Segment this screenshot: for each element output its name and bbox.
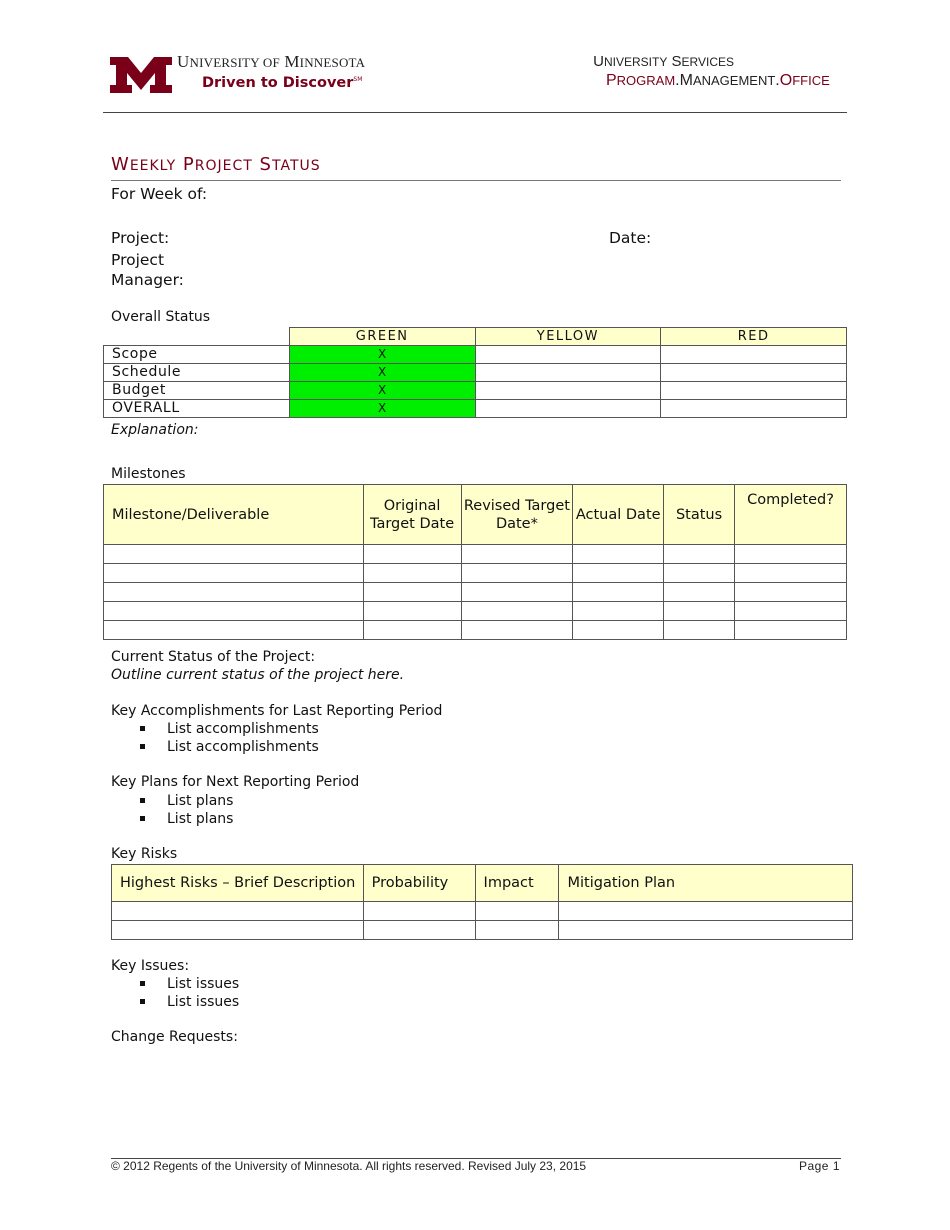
table-cell[interactable] [573,545,664,564]
risks-table [111,864,853,940]
ms-header-original-date: Original Target Date [363,485,461,545]
status-corner-cell [104,328,290,346]
table-cell[interactable] [461,545,573,564]
list-item[interactable]: List plans [111,792,233,810]
status-cell-green[interactable]: X [289,346,475,364]
risks-label: Key Risks [111,846,178,862]
risk-header-impact: Impact [475,865,559,902]
status-cell-green[interactable]: X [289,364,475,382]
table-cell[interactable] [664,545,735,564]
status-header-red: RED [661,328,847,346]
status-row-overall [104,400,847,418]
footer-copyright: © 2012 Regents of the University of Minnesota. All rights reserved. Revised July 23, 2015 [111,1159,587,1173]
project-manager-label-2: Manager: [111,271,184,289]
table-cell[interactable] [104,621,364,640]
status-cell-yellow[interactable] [475,346,661,364]
table-cell[interactable] [664,583,735,602]
issues-label: Key Issues: [111,958,190,974]
table-cell[interactable] [363,602,461,621]
table-cell[interactable] [461,583,573,602]
ms-header-status: Status [664,485,735,545]
issues-list [111,975,239,1011]
table-cell[interactable] [363,545,461,564]
table-cell[interactable] [559,902,853,921]
status-cell-green[interactable]: X [289,400,475,418]
office-management: MANAGEMENT [679,72,776,89]
table-cell[interactable] [573,564,664,583]
table-cell[interactable] [559,921,853,940]
table-cell[interactable] [664,602,735,621]
current-status-label: Current Status of the Project: [111,649,316,665]
overall-status-label: Overall Status [111,309,211,325]
table-row [112,902,853,921]
table-row [104,583,847,602]
status-row-label: Scope [104,346,290,364]
header-divider [103,112,847,113]
accomplishments-label: Key Accomplishments for Last Reporting Period [111,703,443,719]
plans-list [111,792,233,828]
list-item[interactable]: List plans [111,810,233,828]
table-cell[interactable] [363,621,461,640]
status-row-scope [104,346,847,364]
project-label: Project: [111,229,170,247]
accomplishments-list [111,720,319,756]
status-cell-yellow[interactable] [475,400,661,418]
project-manager-label-1: Project [111,251,165,269]
table-row [104,545,847,564]
table-cell[interactable] [104,602,364,621]
ms-header-completed: Completed? [735,485,847,545]
risk-header-mitigation: Mitigation Plan [559,865,853,902]
table-cell[interactable] [735,564,847,583]
status-header-row [104,328,847,346]
status-cell-red[interactable] [661,346,847,364]
table-cell[interactable] [112,902,364,921]
table-cell[interactable] [735,545,847,564]
table-row [112,921,853,940]
document-title: WEEKLY PROJECT STATUS [111,154,321,175]
table-cell[interactable] [363,583,461,602]
status-cell-yellow[interactable] [475,382,661,400]
table-cell[interactable] [104,545,364,564]
tagline-text: Driven to Discover [202,75,354,91]
milestones-header-row [104,485,847,545]
risks-header-row [112,865,853,902]
table-cell[interactable] [475,902,559,921]
list-item[interactable]: List accomplishments [111,720,319,738]
risk-header-description: Highest Risks – Brief Description [112,865,364,902]
status-cell-yellow[interactable] [475,364,661,382]
table-cell[interactable] [461,621,573,640]
status-cell-red[interactable] [661,364,847,382]
ms-header-revised-date: Revised Target Date* [461,485,573,545]
table-cell[interactable] [104,583,364,602]
change-requests-label: Change Requests: [111,1029,238,1045]
table-cell[interactable] [104,564,364,583]
table-cell[interactable] [363,921,475,940]
table-cell[interactable] [363,564,461,583]
milestones-table [103,484,847,640]
table-cell[interactable] [735,583,847,602]
table-cell[interactable] [112,921,364,940]
list-item[interactable]: List issues [111,993,239,1011]
explanation-label: Explanation: [111,422,199,438]
date-label: Date: [609,229,652,247]
status-row-label: Schedule [104,364,290,382]
week-of-label: For Week of: [111,185,208,203]
table-row [104,602,847,621]
table-cell[interactable] [735,621,847,640]
table-cell[interactable] [573,602,664,621]
title-divider [111,180,841,181]
table-cell[interactable] [461,602,573,621]
list-item[interactable]: List issues [111,975,239,993]
status-cell-red[interactable] [661,382,847,400]
status-header-yellow: YELLOW [475,328,661,346]
overall-status-table [103,327,847,418]
status-row-label: OVERALL [104,400,290,418]
current-status-text[interactable]: Outline current status of the project here. [111,667,405,683]
service-mark: SM [353,76,363,84]
page-number: Page 1 [798,1159,840,1173]
table-cell[interactable] [461,564,573,583]
table-cell[interactable] [573,583,664,602]
status-row-label: Budget [104,382,290,400]
table-row [104,621,847,640]
table-cell[interactable] [664,621,735,640]
table-cell[interactable] [475,921,559,940]
ms-header-deliverable: Milestone/Deliverable [104,485,364,545]
plans-label: Key Plans for Next Reporting Period [111,774,360,790]
office-line2: PROGRAM.MANAGEMENT.OFFICE [606,72,830,89]
office-program: PROGRAM [606,72,676,89]
status-cell-green[interactable]: X [289,382,475,400]
table-cell[interactable] [735,602,847,621]
tagline [202,75,362,91]
office-office: OFFICE [779,72,830,89]
status-row-budget [104,382,847,400]
risk-header-probability: Probability [363,865,475,902]
table-row [104,564,847,583]
university-m-logo [110,57,172,93]
ms-header-actual-date: Actual Date [573,485,664,545]
list-item[interactable]: List accomplishments [111,738,319,756]
university-name: UNIVERSITY OF MINNESOTA [177,52,366,71]
milestones-label: Milestones [111,466,186,482]
table-cell[interactable] [664,564,735,583]
status-row-schedule [104,364,847,382]
office-line1: UNIVERSITY SERVICES [593,53,734,70]
status-header-green: GREEN [289,328,475,346]
status-cell-red[interactable] [661,400,847,418]
table-cell[interactable] [573,621,664,640]
table-cell[interactable] [363,902,475,921]
